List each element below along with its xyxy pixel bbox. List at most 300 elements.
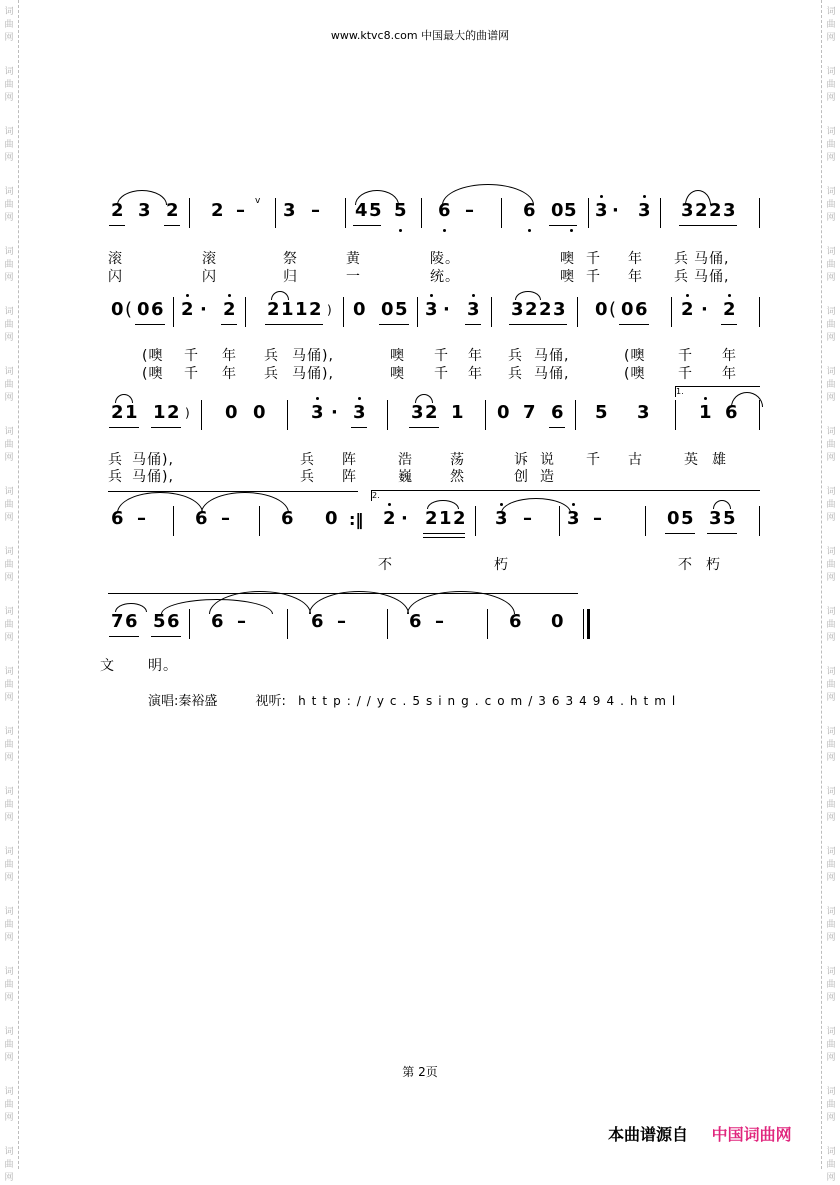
slur [442,184,534,205]
watermark-text: 词 曲 网 [4,127,14,163]
note: 3 [511,299,524,320]
lyric: 英 [684,452,699,468]
lyric: 马俑), [292,366,334,382]
lyric: 阵 [342,469,357,485]
slur [209,591,311,614]
barline [475,506,476,536]
barline [485,400,486,430]
watermark-text: 词 曲 网 [826,427,836,463]
lyric: 千 [586,251,601,267]
credit-line [148,690,681,709]
note: 3 [681,200,694,221]
note: 6 [195,508,208,529]
lyric: 马俑, [694,269,730,285]
lyric: 朽 [706,557,721,573]
underline [109,225,125,226]
watermark-text: 词 曲 网 [826,847,836,883]
underline [265,324,323,325]
note: – [465,200,474,221]
barline [759,198,760,228]
note: · [612,200,619,221]
lyric: 古 [628,452,643,468]
lyric: 千 [678,366,693,382]
note: 6 [151,299,164,320]
high-dot [600,195,603,198]
watermark-text: 词 曲 网 [4,427,14,463]
watermark-text: 词 曲 网 [826,607,836,643]
final-barline-thin [583,609,584,639]
note: 3 [637,402,650,423]
underline [665,533,695,534]
watermark-text: 词 曲 网 [4,607,14,643]
high-dot [572,503,575,506]
lyric: 浩 [398,452,413,468]
note: 0 [353,299,366,320]
note: – [236,200,245,221]
note: 2 [453,508,466,529]
lyric: 明。 [148,658,178,674]
watermark-text: 词 曲 网 [826,727,836,763]
underline [164,225,180,226]
underline [465,324,481,325]
lyric: (噢 [624,348,646,364]
lyric: 不 [378,557,393,573]
watermark-text: 词 曲 网 [4,7,14,43]
watermark-text: 词 曲 网 [4,907,14,943]
note: – [137,508,146,529]
underline [353,225,381,226]
source-site-link[interactable]: 中国词曲网 [711,1125,792,1144]
low-dot [399,229,402,232]
lyric: 巍 [398,469,413,485]
high-dot [472,294,475,297]
lyric: 造 [540,469,555,485]
note: 6 [125,611,138,632]
note: 3 [467,299,480,320]
watermark-text: 词 曲 网 [4,1147,14,1183]
lyric: 千 [434,366,449,382]
lyric: 年 [628,251,643,267]
watermark-text: 词 曲 网 [4,727,14,763]
underline [109,427,139,428]
slur [407,591,515,614]
watermark-text: 词 曲 网 [826,127,836,163]
lyric: 文 [100,658,115,674]
note: 2 [309,299,322,320]
note: · [401,508,408,529]
lyric: 闪 [108,269,123,285]
note: 5 [723,508,736,529]
listen-label: 视听: [255,694,286,709]
note: 6 [311,611,324,632]
watermark-text: 词 曲 网 [4,67,14,103]
high-dot [728,294,731,297]
low-dot [443,229,446,232]
watermark-text: 词 曲 网 [826,1087,836,1123]
note: 3 [709,508,722,529]
barline [759,400,760,430]
underline [151,636,181,637]
page-header[interactable]: www.ktvc8.com 中国最大的曲谱网 [330,29,510,42]
underline [707,533,737,534]
high-dot [430,294,433,297]
barline [487,609,488,639]
low-dot [570,229,573,232]
barline [501,198,502,228]
underline [379,324,409,325]
watermark-text: 词 曲 网 [826,967,836,1003]
note: 2 [425,508,438,529]
note: 3 [723,200,736,221]
lyric: 年 [468,348,483,364]
slur [201,492,289,513]
note: 1 [699,402,712,423]
lyric: 马俑), [132,452,174,468]
lyric: 马俑, [534,348,570,364]
barline [287,609,288,639]
barline [173,297,174,327]
barline [245,297,246,327]
lyric: 千 [586,269,601,285]
note: 2 [166,200,179,221]
note: 6 [551,402,564,423]
note: 6 [111,508,124,529]
note: 6 [438,200,451,221]
lyric: 闪 [202,269,217,285]
lyric: 兵 [264,348,279,364]
barline [559,506,560,536]
lyric: 滚 [108,251,123,267]
note: 6 [725,402,738,423]
lyric: 兵 [300,452,315,468]
underline [135,324,165,325]
watermark-text: 词 曲 网 [826,1147,836,1183]
watermark-text: 词 曲 网 [826,907,836,943]
high-dot [643,195,646,198]
underline [721,324,737,325]
high-dot [500,503,503,506]
final-barline-thick [587,609,590,639]
lyric: 阵 [342,452,357,468]
source-prefix: 本曲谱源自 [608,1125,689,1144]
high-dot [686,294,689,297]
lyric: 噢 [560,269,575,285]
watermark-text: 词 曲 网 [826,307,836,343]
note: 7 [523,402,536,423]
underline [549,427,565,428]
source-footer [608,1122,792,1145]
lyric: 兵 [300,469,315,485]
watermark-text: 词 曲 网 [4,487,14,523]
note: 3 [495,508,508,529]
note: 1 [281,299,294,320]
lyric: 雄 [712,452,727,468]
lyric: 归 [283,269,298,285]
note: 2 [267,299,280,320]
score-row-4 [105,491,760,536]
lyric: 千 [434,348,449,364]
underline [423,537,465,538]
note: 0 [325,508,338,529]
note: 3 [638,200,651,221]
note: 3 [353,402,366,423]
note: 3 [311,402,324,423]
watermark-text: 词 曲 网 [4,667,14,703]
lyric: (噢 [142,366,164,382]
lyric: 千 [678,348,693,364]
note: 3 [595,200,608,221]
paren: ) [185,406,190,420]
watermark-text: 词 曲 网 [826,787,836,823]
lyric: 兵 [674,269,689,285]
note: 1 [451,402,464,423]
underline [619,324,649,325]
note: – [593,508,602,529]
high-dot [228,294,231,297]
low-dot [528,229,531,232]
volta-1: 1. [675,386,760,397]
repeat-end: :‖ [349,510,364,529]
paren: ) [327,303,332,317]
underline [423,533,465,534]
note: 0 [497,402,510,423]
note: 7 [111,611,124,632]
note: 2 [525,299,538,320]
lyric: 年 [722,366,737,382]
note: 2 [425,402,438,423]
lyric: (噢 [624,366,646,382]
score-row-2 [105,297,760,327]
lyric: 马俑, [534,366,570,382]
note: – [221,508,230,529]
lyric: 兵 [264,366,279,382]
lyric: 不 [678,557,693,573]
watermark-text: 词 曲 网 [826,187,836,223]
lyric: 年 [222,366,237,382]
high-dot [358,397,361,400]
paren: ( [609,299,617,320]
note: 3 [138,200,151,221]
note: 3 [567,508,580,529]
note: 0 [621,299,634,320]
high-dot [186,294,189,297]
barline [173,506,174,536]
note: 2 [111,200,124,221]
note: 5 [395,299,408,320]
note: · [443,299,450,320]
barline [577,297,578,327]
watermark-text: 词 曲 网 [826,547,836,583]
barline [491,297,492,327]
singer-label: 演唱:秦裕盛 [148,694,218,709]
watermark-text: 词 曲 网 [826,67,836,103]
lyric: 创 [514,469,529,485]
note: 2 [167,402,180,423]
watermark-text: 词 曲 网 [826,487,836,523]
watermark-text: 词 曲 网 [4,247,14,283]
watermark-text: 词 曲 网 [826,367,836,403]
lyric: 然 [450,469,465,485]
note: 1 [153,402,166,423]
note: · [200,299,207,320]
note: 0 [137,299,150,320]
listen-url[interactable]: http://yc.5sing.com/363494.html [298,694,682,708]
lyric: 噢 [390,348,405,364]
note: 6 [509,611,522,632]
volta-2: 2. [371,490,760,501]
note: 0 [667,508,680,529]
lyric: 兵 [108,452,123,468]
lyric: 说 [540,452,555,468]
barline [387,400,388,430]
high-dot [316,397,319,400]
lyric: (噢 [142,348,164,364]
page-number: 第 2页 [402,1065,438,1079]
watermark-text: 词 曲 网 [4,367,14,403]
note: 2 [181,299,194,320]
barline [343,297,344,327]
barline [275,198,276,228]
note: 2 [111,402,124,423]
watermark-text: 词 曲 网 [4,847,14,883]
watermark-text: 词 曲 网 [4,787,14,823]
barline [345,198,346,228]
barline [387,609,388,639]
note: 6 [635,299,648,320]
lyric: 朽 [494,557,509,573]
note: 4 [355,200,368,221]
barline [417,297,418,327]
barline [759,506,760,536]
note: – [311,200,320,221]
watermark-text: 词 曲 网 [826,247,836,283]
note: 5 [564,200,577,221]
note: 6 [409,611,422,632]
underline [549,225,577,226]
lyric: 马俑, [694,251,730,267]
note: 3 [425,299,438,320]
watermark-text: 词 曲 网 [4,547,14,583]
note: 5 [369,200,382,221]
note: 3 [411,402,424,423]
left-watermark-strip [0,0,19,1183]
lyric: 马俑), [132,469,174,485]
high-dot [704,397,707,400]
right-watermark-strip [821,0,840,1183]
note: 0 [595,299,608,320]
note: 6 [523,200,536,221]
note: 5 [394,200,407,221]
score-row-3 [105,387,760,430]
note: – [237,611,246,632]
lyric: 一 [346,269,361,285]
note: 2 [223,299,236,320]
underline [409,427,439,428]
note: 2 [383,508,396,529]
note: 3 [553,299,566,320]
note: 6 [281,508,294,529]
lyric: 年 [722,348,737,364]
note: 6 [167,611,180,632]
note: 2 [681,299,694,320]
lyric: 噢 [390,366,405,382]
barline [421,198,422,228]
lyric: 兵 [508,366,523,382]
note: 2 [709,200,722,221]
lyric: 千 [184,348,199,364]
underline [679,225,737,226]
high-dot [388,503,391,506]
slur [309,591,409,614]
score-row-1 [105,198,760,228]
lyric: 滚 [202,251,217,267]
note: – [435,611,444,632]
barline [660,198,661,228]
barline [575,400,576,430]
lyric: 千 [586,452,601,468]
barline [645,506,646,536]
lyric: 兵 [108,469,123,485]
score-row-5 [105,609,760,639]
lyric: 统。 [430,269,460,285]
note: 1 [439,508,452,529]
note: 0 [253,402,266,423]
lyric: 陵。 [430,251,460,267]
lyric: 兵 [674,251,689,267]
note: 0 [551,611,564,632]
lyric: 年 [468,366,483,382]
note: 0 [225,402,238,423]
lyric: 荡 [450,452,465,468]
note: 2 [723,299,736,320]
watermark-text: 词 曲 网 [826,1027,836,1063]
note: 0 [381,299,394,320]
note: 1 [295,299,308,320]
note: 0 [551,200,564,221]
barline [588,198,589,228]
watermark-text: 词 曲 网 [4,967,14,1003]
watermark-text: 词 曲 网 [4,1087,14,1123]
barline [759,297,760,327]
note: 3 [283,200,296,221]
breath-mark: v [255,196,261,206]
lyric: 千 [184,366,199,382]
lyric: 噢 [560,251,575,267]
note: 2 [539,299,552,320]
lyric: 黄 [346,251,361,267]
barline [189,609,190,639]
watermark-text: 词 曲 网 [4,307,14,343]
lyric: 年 [222,348,237,364]
barline [189,198,190,228]
watermark-text: 词 曲 网 [4,187,14,223]
underline [509,324,567,325]
slur [117,492,203,513]
lyric: 兵 [508,348,523,364]
underline [151,427,181,428]
barline [675,400,676,430]
note: 5 [153,611,166,632]
watermark-text: 词 曲 网 [826,667,836,703]
note: 1 [125,402,138,423]
note: 5 [681,508,694,529]
note: 2 [695,200,708,221]
barline [287,400,288,430]
note: 6 [211,611,224,632]
lyric: 马俑), [292,348,334,364]
barline [671,297,672,327]
paren: ( [125,299,133,320]
